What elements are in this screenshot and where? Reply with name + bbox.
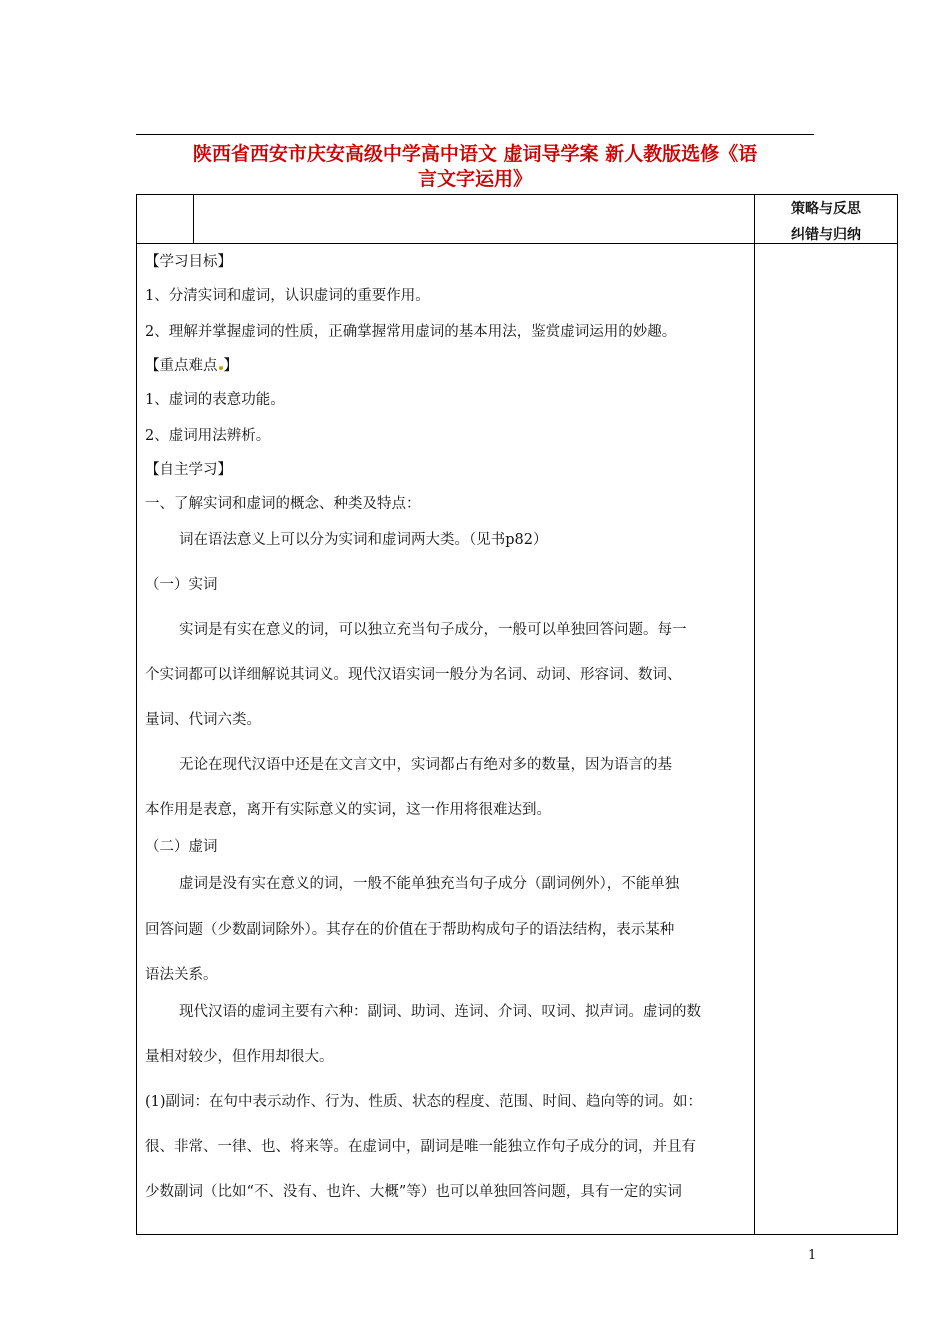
- xuci-line-3: 语法关系。: [145, 967, 218, 983]
- title-line-1: 陕西省西安市庆安高级中学高中语文 虚词导学案 新人教版选修《语: [192, 143, 758, 165]
- subsection-shici: （一）实词: [145, 577, 218, 593]
- document-title: [136, 142, 814, 192]
- xuci-line-1: 虚词是没有实在意义的词，一般不能单独充当句子成分（副词例外），不能单独: [179, 876, 680, 892]
- fuci-line-3: 少数副词（比如“不、没有、也许、大概”等）也可以单独回答问题，具有一定的实词: [145, 1184, 682, 1200]
- side-column-header: [755, 196, 897, 248]
- focus-heading: [145, 354, 238, 375]
- shici-line-5: 本作用是表意，离开有实际意义的实词，这一作用将很难达到。: [145, 802, 551, 818]
- title-line-2: 言文字运用》: [417, 168, 532, 190]
- page-number: 1: [808, 1248, 817, 1263]
- xuci-line-2: 回答问题（少数副词除外）。其存在的价值在于帮助构成句子的语法结构，表示某种: [145, 922, 675, 938]
- focus-item-1: 1、虚词的表意功能。: [145, 392, 285, 408]
- focus-heading-text: 【重点难点: [145, 358, 218, 374]
- focus-item-2: 2、虚词用法辨析。: [145, 428, 271, 444]
- goal-heading: 【学习目标】: [145, 254, 232, 270]
- intro-paragraph: 词在语法意义上可以分为实词和虚词两大类。（见书p82）: [179, 532, 548, 548]
- self-study-heading: 【自主学习】: [145, 462, 232, 478]
- shici-line-1: 实词是有实在意义的词，可以独立充当句子成分，一般可以单独回答问题。每一: [179, 622, 687, 638]
- subsection-xuci: （二）虚词: [145, 839, 218, 855]
- shici-line-2: 个实词都可以详细解说其词义。现代汉语实词一般分为名词、动词、形容词、数词、: [145, 667, 682, 683]
- fuci-line-2: 很、非常、一律、也、将来等。在虚词中，副词是唯一能独立作句子成分的词，并且有: [145, 1139, 696, 1155]
- section-one-heading: 一、了解实词和虚词的概念、种类及特点：: [145, 496, 421, 512]
- fuci-line-1: (1)副词：在句中表示动作、行为、性质、状态的程度、范围、时间、趋向等的词。如：: [145, 1094, 703, 1110]
- shici-line-3: 量词、代词六类。: [145, 712, 261, 728]
- xuci-line-4: 现代汉语的虚词主要有六种：副词、助词、连词、介词、叹词、拟声词。虚词的数: [179, 1004, 701, 1020]
- annotation-dot-icon: [219, 366, 223, 370]
- side-header-line-1: 策略与反思: [791, 201, 861, 217]
- side-header-line-2: 纠错与归纳: [791, 227, 861, 243]
- goal-item-1: 1、分清实词和虚词，认识虚词的重要作用。: [145, 288, 430, 304]
- goal-item-2: 2、理解并掌握虚词的性质，正确掌握常用虚词的基本用法，鉴赏虚词运用的妙趣。: [145, 324, 677, 340]
- focus-heading-close: 】: [223, 358, 238, 374]
- table-divider-side: [754, 194, 755, 1235]
- shici-line-4: 无论在现代汉语中还是在文言文中，实词都占有绝对多的数量，因为语言的基: [179, 757, 672, 773]
- top-rule: [136, 134, 814, 135]
- table-divider-narrow: [193, 194, 194, 244]
- xuci-line-5: 量相对较少，但作用却很大。: [145, 1049, 334, 1065]
